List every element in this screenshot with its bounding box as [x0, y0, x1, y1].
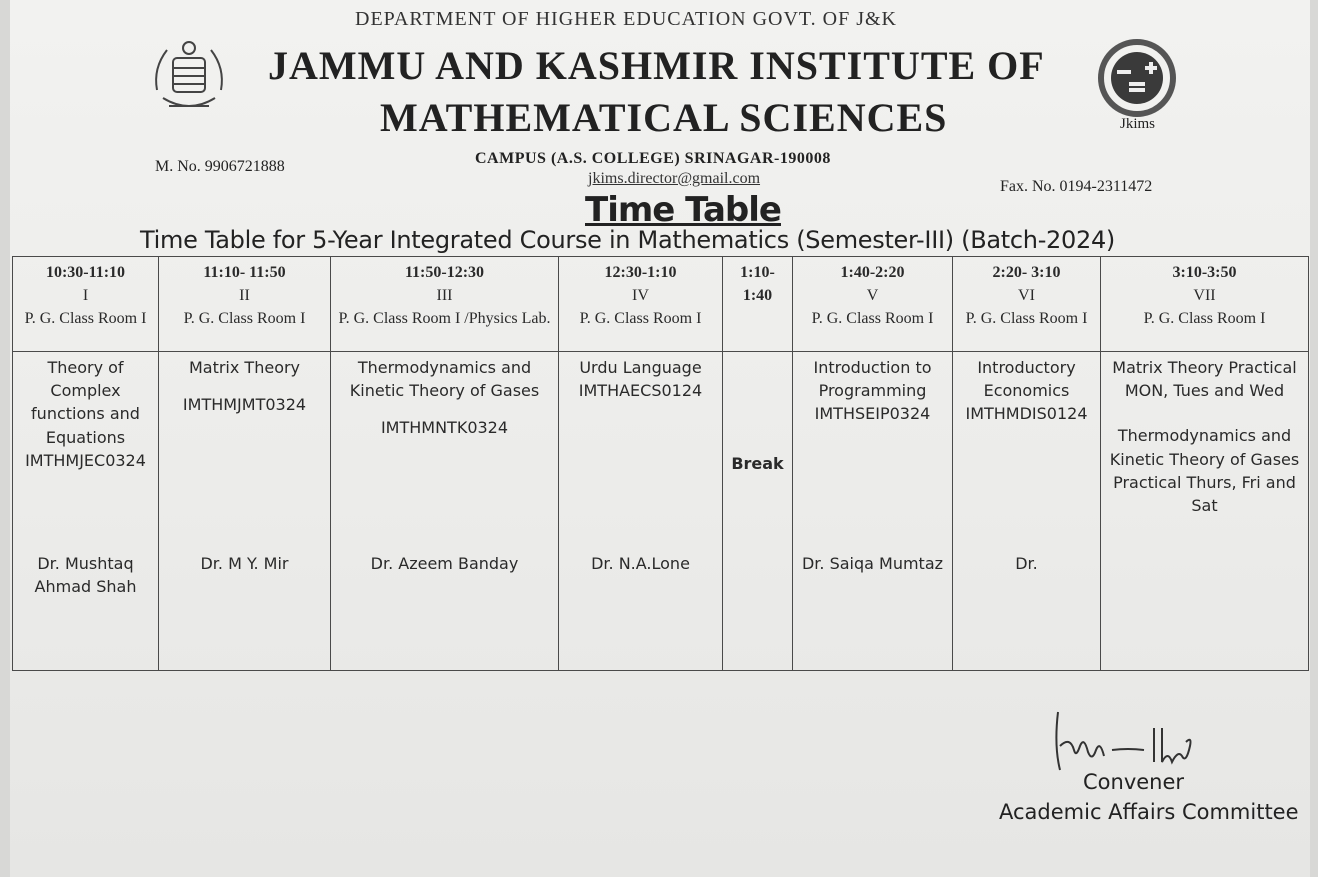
department-line: DEPARTMENT OF HIGHER EDUCATION GOVT. OF J&K [355, 8, 898, 30]
course-name: Urdu Language [579, 358, 702, 377]
class-cell [13, 352, 159, 671]
committee-label: Academic Affairs Committee [999, 800, 1299, 824]
document-title: Time Table [585, 190, 781, 230]
course-name: Introductory Economics [977, 358, 1076, 401]
teacher-name: Dr. [1015, 554, 1038, 573]
course-code: IMTHSEIP0324 [814, 404, 931, 424]
course-code: IMTHMJMT0324 [182, 395, 307, 415]
teacher-name: Dr. Mushtaq Ahmad Shah [34, 554, 137, 597]
period-header: 10:30-11:10 I P. G. Class Room I [13, 257, 159, 352]
practical-cell [1101, 352, 1309, 671]
period-header: 11:10- 11:50 II P. G. Class Room I [159, 257, 331, 352]
practical-schedule-2: Thermodynamics and Kinetic Theory of Gases Practical Thurs, Fri and Sat [1109, 426, 1300, 515]
period-header: 1:40-2:20 V P. G. Class Room I [793, 257, 953, 352]
break-label: Break [731, 454, 784, 473]
campus-address: CAMPUS (A.S. COLLEGE) SRINAGAR-190008 [475, 150, 831, 167]
course-name: Matrix Theory [188, 358, 301, 377]
teacher-name: Dr. N.A.Lone [591, 554, 690, 573]
course-code: IMTHMJEC0324 [25, 450, 146, 470]
practical-schedule-1: Matrix Theory Practical MON, Tues and Wed [1112, 358, 1297, 401]
break-cell [723, 352, 793, 671]
logo-text: Jkims [1120, 116, 1156, 132]
period-header: 3:10-3:50 VII P. G. Class Room I [1101, 257, 1309, 352]
timetable [12, 256, 1309, 671]
teacher-name: Dr. Saiqa Mumtaz [801, 554, 944, 573]
course-code: IMTHAECS0124 [578, 381, 703, 401]
handwritten-signature [1050, 706, 1200, 776]
class-cell [793, 352, 953, 671]
class-cell [559, 352, 723, 671]
convener-label: Convener [1083, 770, 1185, 794]
class-cell [159, 352, 331, 671]
course-name: Introduction to Programming [813, 358, 932, 401]
institute-name-line1: JAMMU AND KASHMIR INSTITUTE OF [268, 43, 1045, 88]
period-header: 12:30-1:10 IV P. G. Class Room I [559, 257, 723, 352]
course-name: Theory of Complex functions and Equations [31, 358, 140, 447]
header-row [13, 257, 1309, 352]
mobile-number: M. No. 9906721888 [155, 158, 285, 175]
class-cell [331, 352, 559, 671]
course-code: IMTHMNTK0324 [380, 418, 509, 438]
teacher-name: Dr. M Y. Mir [200, 554, 289, 573]
period-header: 2:20- 3:10 VI P. G. Class Room I [953, 257, 1101, 352]
fax-number: Fax. No. 0194-2311472 [1000, 178, 1153, 195]
email-link[interactable]: jkims.director@gmail.com [588, 170, 761, 187]
teacher-name: Dr. Azeem Banday [370, 554, 519, 573]
period-header: 1:10- 1:40 [723, 257, 793, 352]
schedule-row [13, 352, 1309, 671]
institute-name-line2: MATHEMATICAL SCIENCES [380, 95, 948, 140]
document-subtitle: Time Table for 5-Year Integrated Course in Mathematics (Semester-III) (Batch-2024) [140, 226, 1115, 254]
period-header: 11:50-12:30 III P. G. Class Room I /Physics Lab. [331, 257, 559, 352]
course-name: Thermodynamics and Kinetic Theory of Gases [349, 358, 540, 401]
state-emblem-icon [143, 28, 235, 120]
course-code: IMTHMDIS0124 [965, 404, 1088, 424]
class-cell [953, 352, 1101, 671]
